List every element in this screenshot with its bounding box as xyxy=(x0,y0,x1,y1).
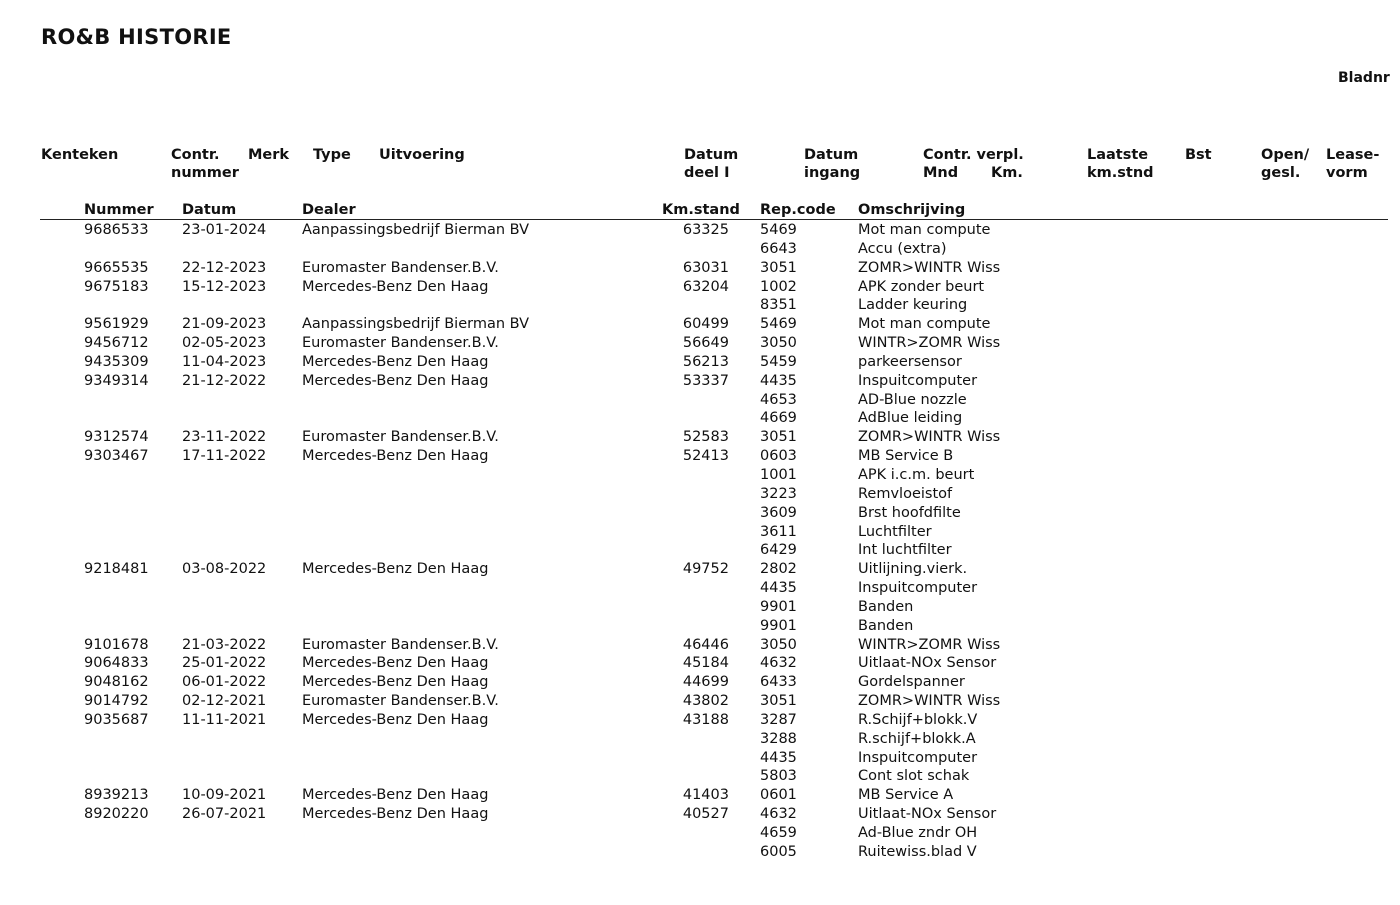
cell-omschrijving: Inspuitcomputer xyxy=(858,580,978,597)
history-table-body xyxy=(0,221,1400,862)
cell-repcode: 3611 xyxy=(760,523,797,540)
cell-repcode: 0601 xyxy=(760,787,797,804)
table-row xyxy=(0,579,1400,598)
cell-omschrijving: Mot man compute xyxy=(858,222,991,238)
cell-kmstand: 46446 xyxy=(682,636,729,653)
cell-dealer: Mercedes-Benz Den Haag xyxy=(302,674,489,691)
cell-nummer: 9349314 xyxy=(84,372,149,389)
cell-omschrijving: Banden xyxy=(858,598,914,615)
cell-kmstand: 52413 xyxy=(682,448,729,465)
table-row xyxy=(0,504,1400,523)
table-row xyxy=(0,278,1400,297)
cell-datum: 02-12-2021 xyxy=(182,693,267,710)
table-row xyxy=(0,824,1400,843)
cell-dealer: Mercedes-Benz Den Haag xyxy=(302,561,489,578)
cell-dealer: Mercedes-Benz Den Haag xyxy=(302,655,489,672)
cell-dealer: Mercedes-Benz Den Haag xyxy=(302,806,489,823)
cell-omschrijving: Mot man compute xyxy=(858,316,991,333)
cell-omschrijving: parkeersensor xyxy=(858,353,962,370)
page-title: RO&B HISTORIE xyxy=(41,25,232,49)
cell-omschrijving: Remvloeistof xyxy=(858,485,953,502)
cell-datum: 26-07-2021 xyxy=(182,806,267,823)
table-row xyxy=(0,843,1400,862)
column-header-omschrijving: Omschrijving xyxy=(858,202,966,218)
cell-nummer: 9675183 xyxy=(84,278,149,295)
cell-kmstand: 44699 xyxy=(682,674,729,691)
cell-omschrijving: WINTR>ZOMR Wiss xyxy=(858,335,1001,352)
cell-datum: 10-09-2021 xyxy=(182,787,267,804)
cell-kmstand: 45184 xyxy=(682,655,729,672)
header-contr: Contr. xyxy=(171,147,220,163)
cell-omschrijving: Brst hoofdfilte xyxy=(858,504,961,521)
cell-dealer: Aanpassingsbedrijf Bierman BV xyxy=(302,316,530,333)
cell-datum: 21-09-2023 xyxy=(182,316,267,333)
table-row xyxy=(0,786,1400,805)
cell-dealer: Mercedes-Benz Den Haag xyxy=(302,278,489,295)
cell-datum: 02-05-2023 xyxy=(182,335,267,352)
cell-omschrijving: WINTR>ZOMR Wiss xyxy=(858,636,1001,653)
header-merk: Merk xyxy=(248,147,290,163)
cell-repcode: 8351 xyxy=(760,297,797,314)
header-datum-deel: Datum xyxy=(684,147,739,163)
cell-kmstand: 43802 xyxy=(682,693,729,710)
cell-kmstand: 40527 xyxy=(682,806,729,823)
column-header-repcode: Rep.code xyxy=(760,202,836,218)
cell-repcode: 4435 xyxy=(760,580,797,597)
header-gesl: gesl. xyxy=(1261,165,1301,181)
table-row xyxy=(0,673,1400,692)
cell-repcode: 6643 xyxy=(760,240,797,257)
cell-datum: 03-08-2022 xyxy=(182,561,267,578)
cell-datum: 11-04-2023 xyxy=(182,353,267,370)
header-contr-verpl: Contr. verpl. xyxy=(923,147,1024,163)
cell-repcode: 4435 xyxy=(760,372,797,389)
cell-repcode: 3223 xyxy=(760,485,797,502)
cell-repcode: 4659 xyxy=(760,825,797,841)
cell-nummer: 9561929 xyxy=(84,316,149,333)
table-row xyxy=(0,296,1400,315)
cell-omschrijving: Ladder keuring xyxy=(858,297,968,314)
cell-nummer: 9048162 xyxy=(84,674,149,691)
cell-omschrijving: Ruitewiss.blad V xyxy=(858,843,977,860)
table-row xyxy=(0,221,1400,240)
cell-omschrijving: Banden xyxy=(858,617,914,634)
cell-repcode: 6005 xyxy=(760,843,797,860)
header-lease-vorm: vorm xyxy=(1326,165,1368,181)
header-contr-nummer: nummer xyxy=(171,165,239,181)
table-row xyxy=(0,334,1400,353)
cell-datum: 22-12-2023 xyxy=(182,259,267,276)
header-lease: Lease- xyxy=(1326,147,1380,163)
cell-omschrijving: Cont slot schak xyxy=(858,768,970,785)
cell-kmstand: 41403 xyxy=(682,787,729,804)
column-header-nummer: Nummer xyxy=(84,202,154,218)
cell-repcode: 2802 xyxy=(760,561,797,578)
cell-kmstand: 60499 xyxy=(682,316,729,333)
cell-kmstand: 63031 xyxy=(682,259,729,276)
cell-repcode: 3051 xyxy=(760,429,797,446)
header-kenteken: Kenteken xyxy=(41,147,119,163)
cell-dealer: Mercedes-Benz Den Haag xyxy=(302,711,489,728)
cell-omschrijving: Uitlaat-NOx Sensor xyxy=(858,655,997,672)
cell-omschrijving: ZOMR>WINTR Wiss xyxy=(858,429,1001,446)
cell-kmstand: 63204 xyxy=(682,278,729,295)
cell-omschrijving: AdBlue leiding xyxy=(858,410,963,427)
cell-nummer: 9665535 xyxy=(84,259,149,276)
table-row xyxy=(0,485,1400,504)
cell-omschrijving: Accu (extra) xyxy=(858,240,947,257)
cell-nummer: 8920220 xyxy=(84,806,149,823)
cell-nummer: 9035687 xyxy=(84,711,149,728)
cell-repcode: 6433 xyxy=(760,674,797,691)
cell-repcode: 6429 xyxy=(760,542,797,559)
cell-omschrijving: ZOMR>WINTR Wiss xyxy=(858,693,1001,710)
cell-datum: 11-11-2021 xyxy=(182,711,267,728)
table-row xyxy=(0,636,1400,655)
column-header-datum: Datum xyxy=(182,202,237,218)
table-row xyxy=(0,692,1400,711)
cell-dealer: Mercedes-Benz Den Haag xyxy=(302,372,489,389)
cell-datum: 23-11-2022 xyxy=(182,429,267,446)
cell-datum: 06-01-2022 xyxy=(182,674,267,691)
cell-kmstand: 43188 xyxy=(682,711,729,728)
cell-nummer: 9064833 xyxy=(84,655,149,672)
header-datum-deel-2: deel I xyxy=(684,165,730,181)
table-row xyxy=(0,391,1400,410)
cell-omschrijving: ZOMR>WINTR Wiss xyxy=(858,259,1001,276)
cell-omschrijving: R.Schijf+blokk.V xyxy=(858,711,978,728)
cell-repcode: 4632 xyxy=(760,655,797,672)
cell-dealer: Euromaster Bandenser.B.V. xyxy=(302,429,499,446)
cell-nummer: 9312574 xyxy=(84,429,149,446)
cell-repcode: 0603 xyxy=(760,448,797,465)
header-open: Open/ xyxy=(1261,147,1310,163)
cell-omschrijving: Uitlaat-NOx Sensor xyxy=(858,806,997,823)
cell-omschrijving: Luchtfilter xyxy=(858,523,932,540)
cell-repcode: 1002 xyxy=(760,278,797,295)
cell-dealer: Mercedes-Benz Den Haag xyxy=(302,353,489,370)
table-row xyxy=(0,428,1400,447)
header-bst: Bst xyxy=(1185,147,1212,163)
table-row xyxy=(0,749,1400,768)
cell-omschrijving: APK zonder beurt xyxy=(858,278,985,295)
cell-nummer: 9101678 xyxy=(84,636,149,653)
cell-nummer: 9456712 xyxy=(84,335,149,352)
table-row xyxy=(0,560,1400,579)
header-laatste: Laatste xyxy=(1087,147,1149,163)
column-header-kmstand: Km.stand xyxy=(662,202,740,218)
cell-omschrijving: Uitlijning.vierk. xyxy=(858,561,968,578)
table-row xyxy=(0,805,1400,824)
cell-omschrijving: AD-Blue nozzle xyxy=(858,391,967,408)
cell-dealer: Euromaster Bandenser.B.V. xyxy=(302,335,499,352)
cell-nummer: 9435309 xyxy=(84,353,149,370)
cell-kmstand: 52583 xyxy=(682,429,729,446)
table-row xyxy=(0,315,1400,334)
table-row xyxy=(0,353,1400,372)
cell-dealer: Mercedes-Benz Den Haag xyxy=(302,787,489,804)
cell-repcode: 1001 xyxy=(760,466,797,483)
cell-omschrijving: Ad-Blue zndr OH xyxy=(858,825,978,841)
cell-datum: 15-12-2023 xyxy=(182,278,267,295)
cell-datum: 21-03-2022 xyxy=(182,636,267,653)
cell-kmstand: 49752 xyxy=(682,561,729,578)
cell-omschrijving: MB Service A xyxy=(858,787,954,804)
cell-nummer: 9303467 xyxy=(84,448,149,465)
header-mnd: Mnd xyxy=(923,165,959,181)
column-header-dealer: Dealer xyxy=(302,202,356,218)
table-row xyxy=(0,598,1400,617)
cell-nummer: 9218481 xyxy=(84,561,149,578)
cell-kmstand: 56649 xyxy=(682,335,729,352)
cell-dealer: Euromaster Bandenser.B.V. xyxy=(302,693,499,710)
cell-repcode: 4632 xyxy=(760,806,797,823)
cell-nummer: 9686533 xyxy=(84,222,149,238)
cell-repcode: 5469 xyxy=(760,222,797,238)
cell-repcode: 3051 xyxy=(760,693,797,710)
cell-kmstand: 56213 xyxy=(682,353,729,370)
cell-omschrijving: R.schijf+blokk.A xyxy=(858,730,976,747)
cell-datum: 21-12-2022 xyxy=(182,372,267,389)
table-row xyxy=(0,409,1400,428)
cell-repcode: 5469 xyxy=(760,316,797,333)
header-laatste-kmstnd: km.stnd xyxy=(1087,165,1154,181)
cell-dealer: Aanpassingsbedrijf Bierman BV xyxy=(302,222,530,238)
cell-repcode: 4653 xyxy=(760,391,797,408)
cell-omschrijving: MB Service B xyxy=(858,448,954,465)
table-row xyxy=(0,730,1400,749)
cell-repcode: 3050 xyxy=(760,636,797,653)
table-row xyxy=(0,372,1400,391)
cell-omschrijving: Gordelspanner xyxy=(858,674,965,691)
header-km: Km. xyxy=(991,165,1023,181)
cell-repcode: 3287 xyxy=(760,711,797,728)
table-row xyxy=(0,259,1400,278)
cell-repcode: 9901 xyxy=(760,598,797,615)
cell-omschrijving: Int luchtfilter xyxy=(858,542,952,559)
header-datum-ingang-2: ingang xyxy=(804,165,861,181)
table-row xyxy=(0,541,1400,560)
header-type: Type xyxy=(313,147,351,163)
page-number-label: Bladnr xyxy=(1338,70,1390,86)
table-row xyxy=(0,523,1400,542)
cell-datum: 25-01-2022 xyxy=(182,655,267,672)
cell-repcode: 4435 xyxy=(760,749,797,766)
cell-omschrijving: Inspuitcomputer xyxy=(858,372,978,389)
cell-repcode: 3050 xyxy=(760,335,797,352)
cell-dealer: Mercedes-Benz Den Haag xyxy=(302,448,489,465)
cell-repcode: 9901 xyxy=(760,617,797,634)
cell-omschrijving: APK i.c.m. beurt xyxy=(858,466,975,483)
cell-kmstand: 63325 xyxy=(682,222,729,238)
cell-repcode: 5803 xyxy=(760,768,797,785)
header-divider xyxy=(40,219,1388,220)
table-row xyxy=(0,767,1400,786)
cell-repcode: 4669 xyxy=(760,410,797,427)
cell-nummer: 9014792 xyxy=(84,693,149,710)
header-datum-ingang: Datum xyxy=(804,147,859,163)
cell-datum: 17-11-2022 xyxy=(182,448,267,465)
cell-omschrijving: Inspuitcomputer xyxy=(858,749,978,766)
table-row xyxy=(0,466,1400,485)
cell-repcode: 3609 xyxy=(760,504,797,521)
table-row xyxy=(0,447,1400,466)
header-uitvoering: Uitvoering xyxy=(379,147,465,163)
cell-dealer: Euromaster Bandenser.B.V. xyxy=(302,259,499,276)
cell-repcode: 5459 xyxy=(760,353,797,370)
table-row xyxy=(0,711,1400,730)
cell-repcode: 3288 xyxy=(760,730,797,747)
table-row xyxy=(0,654,1400,673)
table-row xyxy=(0,240,1400,259)
table-row xyxy=(0,617,1400,636)
cell-datum: 23-01-2024 xyxy=(182,222,267,238)
cell-repcode: 3051 xyxy=(760,259,797,276)
cell-dealer: Euromaster Bandenser.B.V. xyxy=(302,636,499,653)
cell-nummer: 8939213 xyxy=(84,787,149,804)
cell-kmstand: 53337 xyxy=(682,372,729,389)
